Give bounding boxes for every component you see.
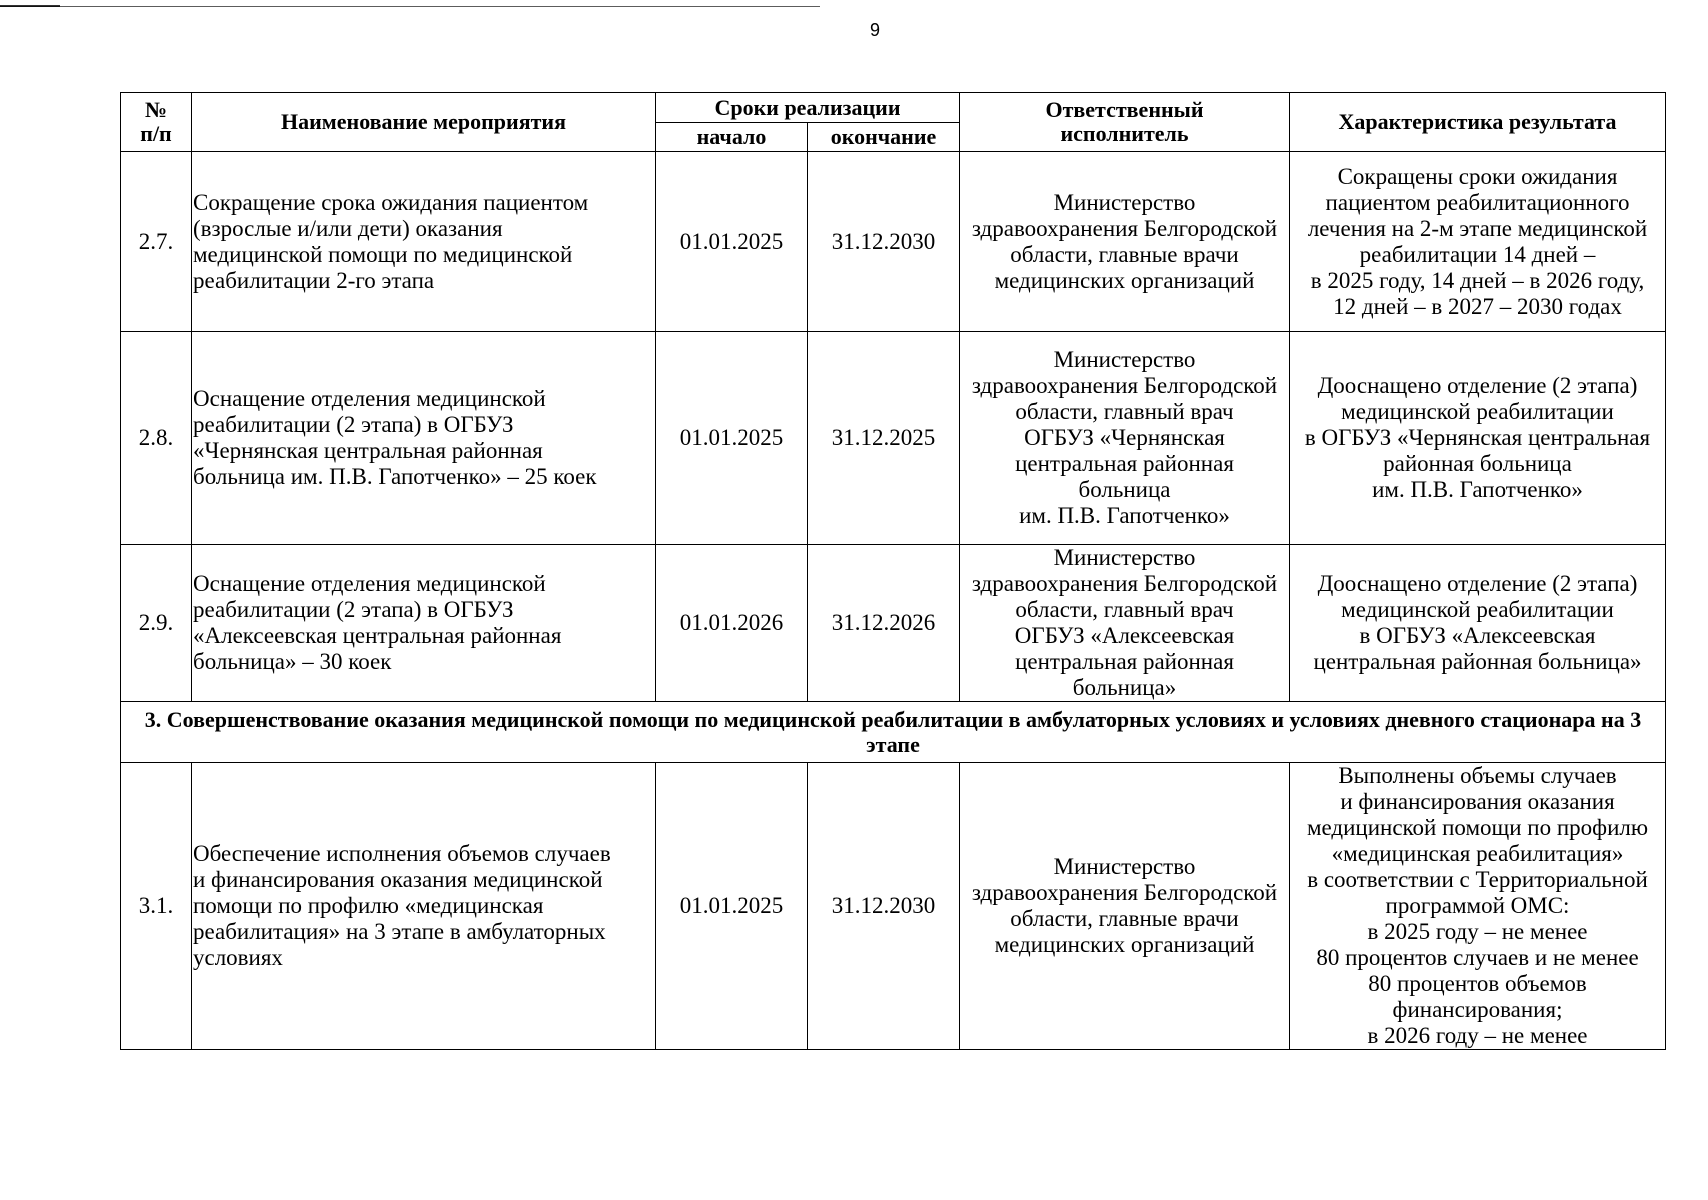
header-period: Сроки реализации [656,93,960,123]
row-start: 01.01.2026 [656,545,808,702]
row-start: 01.01.2025 [656,332,808,545]
row-result: Сокращены сроки ожидания пациентом реабилитационного лечения на 2-м этапе медицинской реабилитации 14 дней – в 2025 году, 14 дней – в 2026 году, 12 дней – в 2027 – 2030 годах [1290,152,1666,332]
action-plan-table [120,92,1666,1050]
row-name: Оснащение отделения медицинской реабилитации (2 этапа) в ОГБУЗ «Чернянская центральная районная больница им. П.В. Гапотченко» – 25 коек [192,332,656,545]
page-number: 9 [869,20,880,40]
row-executor: Министерство здравоохранения Белгородской области, главные врачи медицинских организаций [960,763,1290,1050]
row-num: 2.9. [121,545,192,702]
header-executor: Ответственный исполнитель [960,93,1290,152]
row-name: Оснащение отделения медицинской реабилитации (2 этапа) в ОГБУЗ «Алексеевская центральная районная больница» – 30 коек [192,545,656,702]
row-executor: Министерство здравоохранения Белгородской области, главный врач ОГБУЗ «Чернянская центральная районная больница им. П.В. Гапотченко» [960,332,1290,545]
header-result: Характеристика результата [1290,93,1666,152]
table-row [121,545,1666,702]
row-num: 3.1. [121,763,192,1050]
row-name: Обеспечение исполнения объемов случаев и финансирования оказания медицинской помощи по профилю «медицинская реабилитация» на 3 этапе в амбулаторных условиях [192,763,656,1050]
row-num: 2.8. [121,332,192,545]
scan-artifact-line [0,6,820,7]
header-name: Наименование мероприятия [192,93,656,152]
row-name: Сокращение срока ожидания пациентом (взрослые и/или дети) оказания медицинской помощи по медицинской реабилитации 2-го этапа [192,152,656,332]
row-executor: Министерство здравоохранения Белгородской области, главные врачи медицинских организаций [960,152,1290,332]
row-start: 01.01.2025 [656,152,808,332]
row-result: Дооснащено отделение (2 этапа) медицинской реабилитации в ОГБУЗ «Алексеевская центральная районная больница» [1290,545,1666,702]
section-heading: 3. Совершенствование оказания медицинской помощи по медицинской реабилитации в амбулаторных условиях и условиях дневного стационара на 3 этапе [121,702,1666,763]
row-end: 31.12.2026 [808,545,960,702]
scan-artifact-mark [0,5,60,7]
row-result: Дооснащено отделение (2 этапа) медицинской реабилитации в ОГБУЗ «Чернянская центральная районная больница им. П.В. Гапотченко» [1290,332,1666,545]
row-end: 31.12.2030 [808,152,960,332]
row-end: 31.12.2025 [808,332,960,545]
header-num: № п/п [121,93,192,152]
header-end: окончание [808,123,960,152]
header-start: начало [656,123,808,152]
table-row [121,152,1666,332]
row-end: 31.12.2030 [808,763,960,1050]
row-executor: Министерство здравоохранения Белгородской области, главный врач ОГБУЗ «Алексеевская центральная районная больница» [960,545,1290,702]
row-start: 01.01.2025 [656,763,808,1050]
header-row [121,93,1666,123]
table-row [121,763,1666,1050]
row-result: Выполнены объемы случаев и финансирования оказания медицинской помощи по профилю «медицинская реабилитация» в соответствии с Территориальной программой ОМС: в 2025 году – не менее 80 процентов случаев и не менее 80 процентов объемов финансирования; в 2026 году – не менее [1290,763,1666,1050]
table-row [121,332,1666,545]
row-num: 2.7. [121,152,192,332]
section-heading-row [121,702,1666,763]
